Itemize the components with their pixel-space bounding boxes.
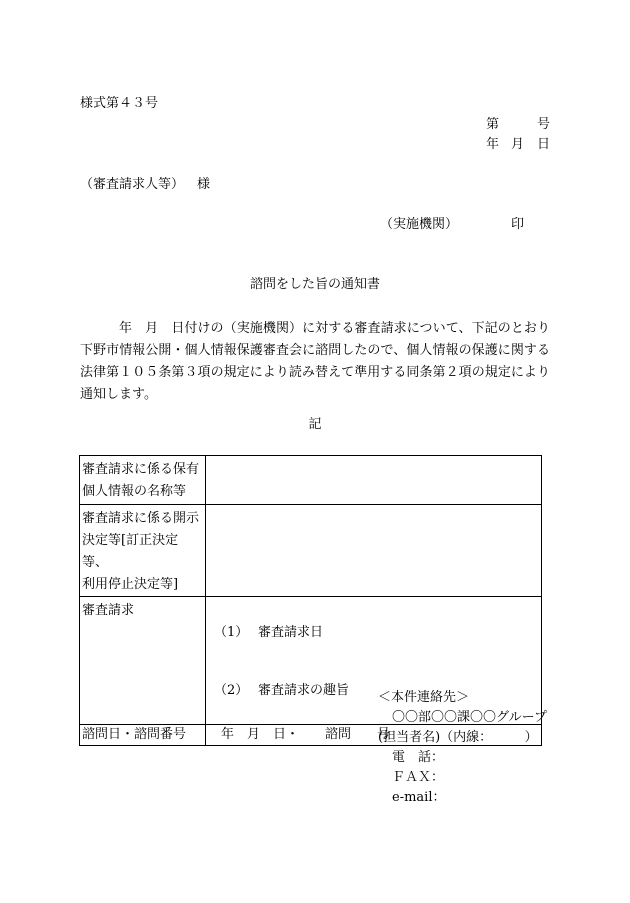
document-number-label: 第 [486, 117, 500, 132]
contact-fax: ＦＡＸ： [392, 770, 445, 785]
table-row [80, 456, 542, 505]
contact-group: 〇〇部〇〇課〇〇グループ [392, 710, 547, 725]
form-number: 様式第４３号 [80, 96, 159, 111]
contact-title: ＜本件連絡先＞ [378, 690, 470, 705]
issuer-name: （実施機関） [380, 217, 459, 232]
list-item-index: （1） [214, 625, 249, 640]
table-row [80, 505, 542, 597]
addressee-honorific: 様 [197, 177, 211, 192]
table-row-value [206, 456, 542, 505]
contact-block [378, 688, 547, 808]
contact-phone: 電 話： [392, 750, 445, 765]
seal-mark: 印 [511, 217, 525, 232]
list-item-text: 審査請求日 [258, 625, 324, 640]
date-month-label: 月 [511, 137, 525, 152]
list-item [208, 622, 539, 644]
table-row-value [206, 505, 542, 597]
table-row-label: 審査請求に係る保有 個人情報の名称等 [80, 456, 206, 505]
date-day-label: 日 [537, 137, 551, 152]
ki-heading: 記 [308, 417, 322, 432]
list-item-text: 審査請求の趣旨 [258, 683, 350, 698]
contact-person: (担当者名)（内線： ） [378, 730, 538, 745]
table-row-value: 年 月 日・ 諮問 号 [206, 725, 542, 746]
document-title: 諮問をした旨の通知書 [249, 277, 380, 292]
list-item-index: （2） [214, 683, 249, 698]
table-row-label: 審査請求に係る開示 決定等[訂正決定等、 利用停止決定等] [80, 505, 206, 597]
table-row-label: 審査請求 [80, 597, 206, 725]
contact-email: e-mail： [392, 790, 446, 805]
addressee-name: （審査請求人等） [80, 177, 185, 192]
body-paragraph: 年 月 日付けの（実施機関）に対する審査請求について、下記のとおり下野市情報公開・個人情報保護審査会に諮問したので、個人情報の保護に関する法律第１０５条第３項の規定により読み替えて準用する同条第２項の規定により通知します。 [80, 321, 550, 402]
date-year-label: 年 [486, 137, 500, 152]
document-number-suffix: 号 [537, 117, 551, 132]
table-row-label: 諮問日・諮問番号 [80, 725, 206, 746]
